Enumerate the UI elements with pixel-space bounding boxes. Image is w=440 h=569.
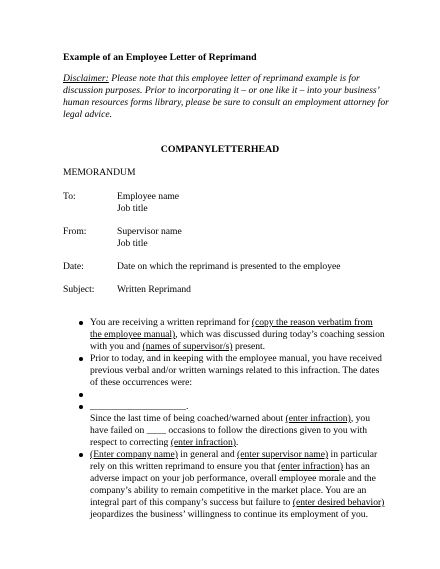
to-job-title: Job title <box>117 203 148 214</box>
bullet-text: in particular rely on this written reprimand to ensure you that <box>90 449 378 472</box>
subject-value: Written Reprimand <box>117 284 191 295</box>
from-job-title: Job title <box>117 238 148 249</box>
placeholder-field: (enter infraction) <box>277 461 344 472</box>
blank-line-row <box>76 389 386 401</box>
placeholder-field: (enter desired behavior) <box>292 497 385 508</box>
placeholder-field: (names of supervisor/s) <box>142 341 233 352</box>
date-label: Date: <box>63 261 84 272</box>
from-label: From: <box>63 226 87 237</box>
company-letterhead: COMPANYLETTERHEAD <box>160 144 280 155</box>
placeholder-field: (copy the reason verbatim from the employee manual) <box>90 317 373 340</box>
bullet-text: Since the last time of being coached/warned about <box>90 413 286 424</box>
document-title: Example of an Employee Letter of Reprimand <box>63 52 257 63</box>
bullet-text: present. <box>232 341 266 352</box>
bullet-text: , which was discussed during today’s coaching session with you and <box>90 329 385 352</box>
to-name: Employee name <box>117 191 180 202</box>
blank-line: ____________________. <box>90 401 189 412</box>
subject-label: Subject: <box>63 284 95 295</box>
bullet-item <box>76 317 386 353</box>
placeholder-field: (enter infraction) <box>170 437 236 448</box>
bullet-text: has an adverse impact on your job performance, overall employee morale and the company’s ability to remain competitive in the market place. You are an integral part of this company’s success but failure to <box>90 461 376 508</box>
reprimand-bullet-list <box>76 317 386 521</box>
disclaimer-label: Disclaimer: <box>63 73 109 84</box>
memorandum-heading: MEMORANDUM <box>63 167 136 178</box>
bullet-item <box>76 449 386 521</box>
disclaimer <box>63 73 393 121</box>
bullet-text: jeopardizes the business’ willingness to continue its employment of you. <box>90 509 368 520</box>
disclaimer-text: Please note that this employee letter of reprimand example is for discussion purposes. Prior to incorporating it – or one like it – into your business’ human resources forms library, please be sure to consult an employment attorney for legal advice. <box>63 73 389 120</box>
bullet-text: Prior to today, and in keeping with the employee manual, you have received previous verbal and/or written warnings related to this infraction. The dates of these occurrences were: <box>90 353 382 388</box>
date-value: Date on which the reprimand is presented to the employee <box>117 261 341 272</box>
bullet-text: in general and <box>177 449 238 460</box>
placeholder-field: (enter supervisor name) <box>237 449 329 460</box>
bullet-text: You are receiving a written reprimand for <box>90 317 252 328</box>
bullet-item <box>76 353 386 389</box>
from-name: Supervisor name <box>117 226 182 237</box>
bullet-item <box>76 401 386 449</box>
bullet-text: , you have failed on ____ occasions to follow the directions given to you with respect to correcting <box>90 413 370 448</box>
to-label: To: <box>63 191 76 202</box>
bullet-text: . <box>235 437 239 448</box>
placeholder-field: (Enter company name) <box>90 449 178 460</box>
placeholder-field: (enter infraction) <box>285 413 351 424</box>
